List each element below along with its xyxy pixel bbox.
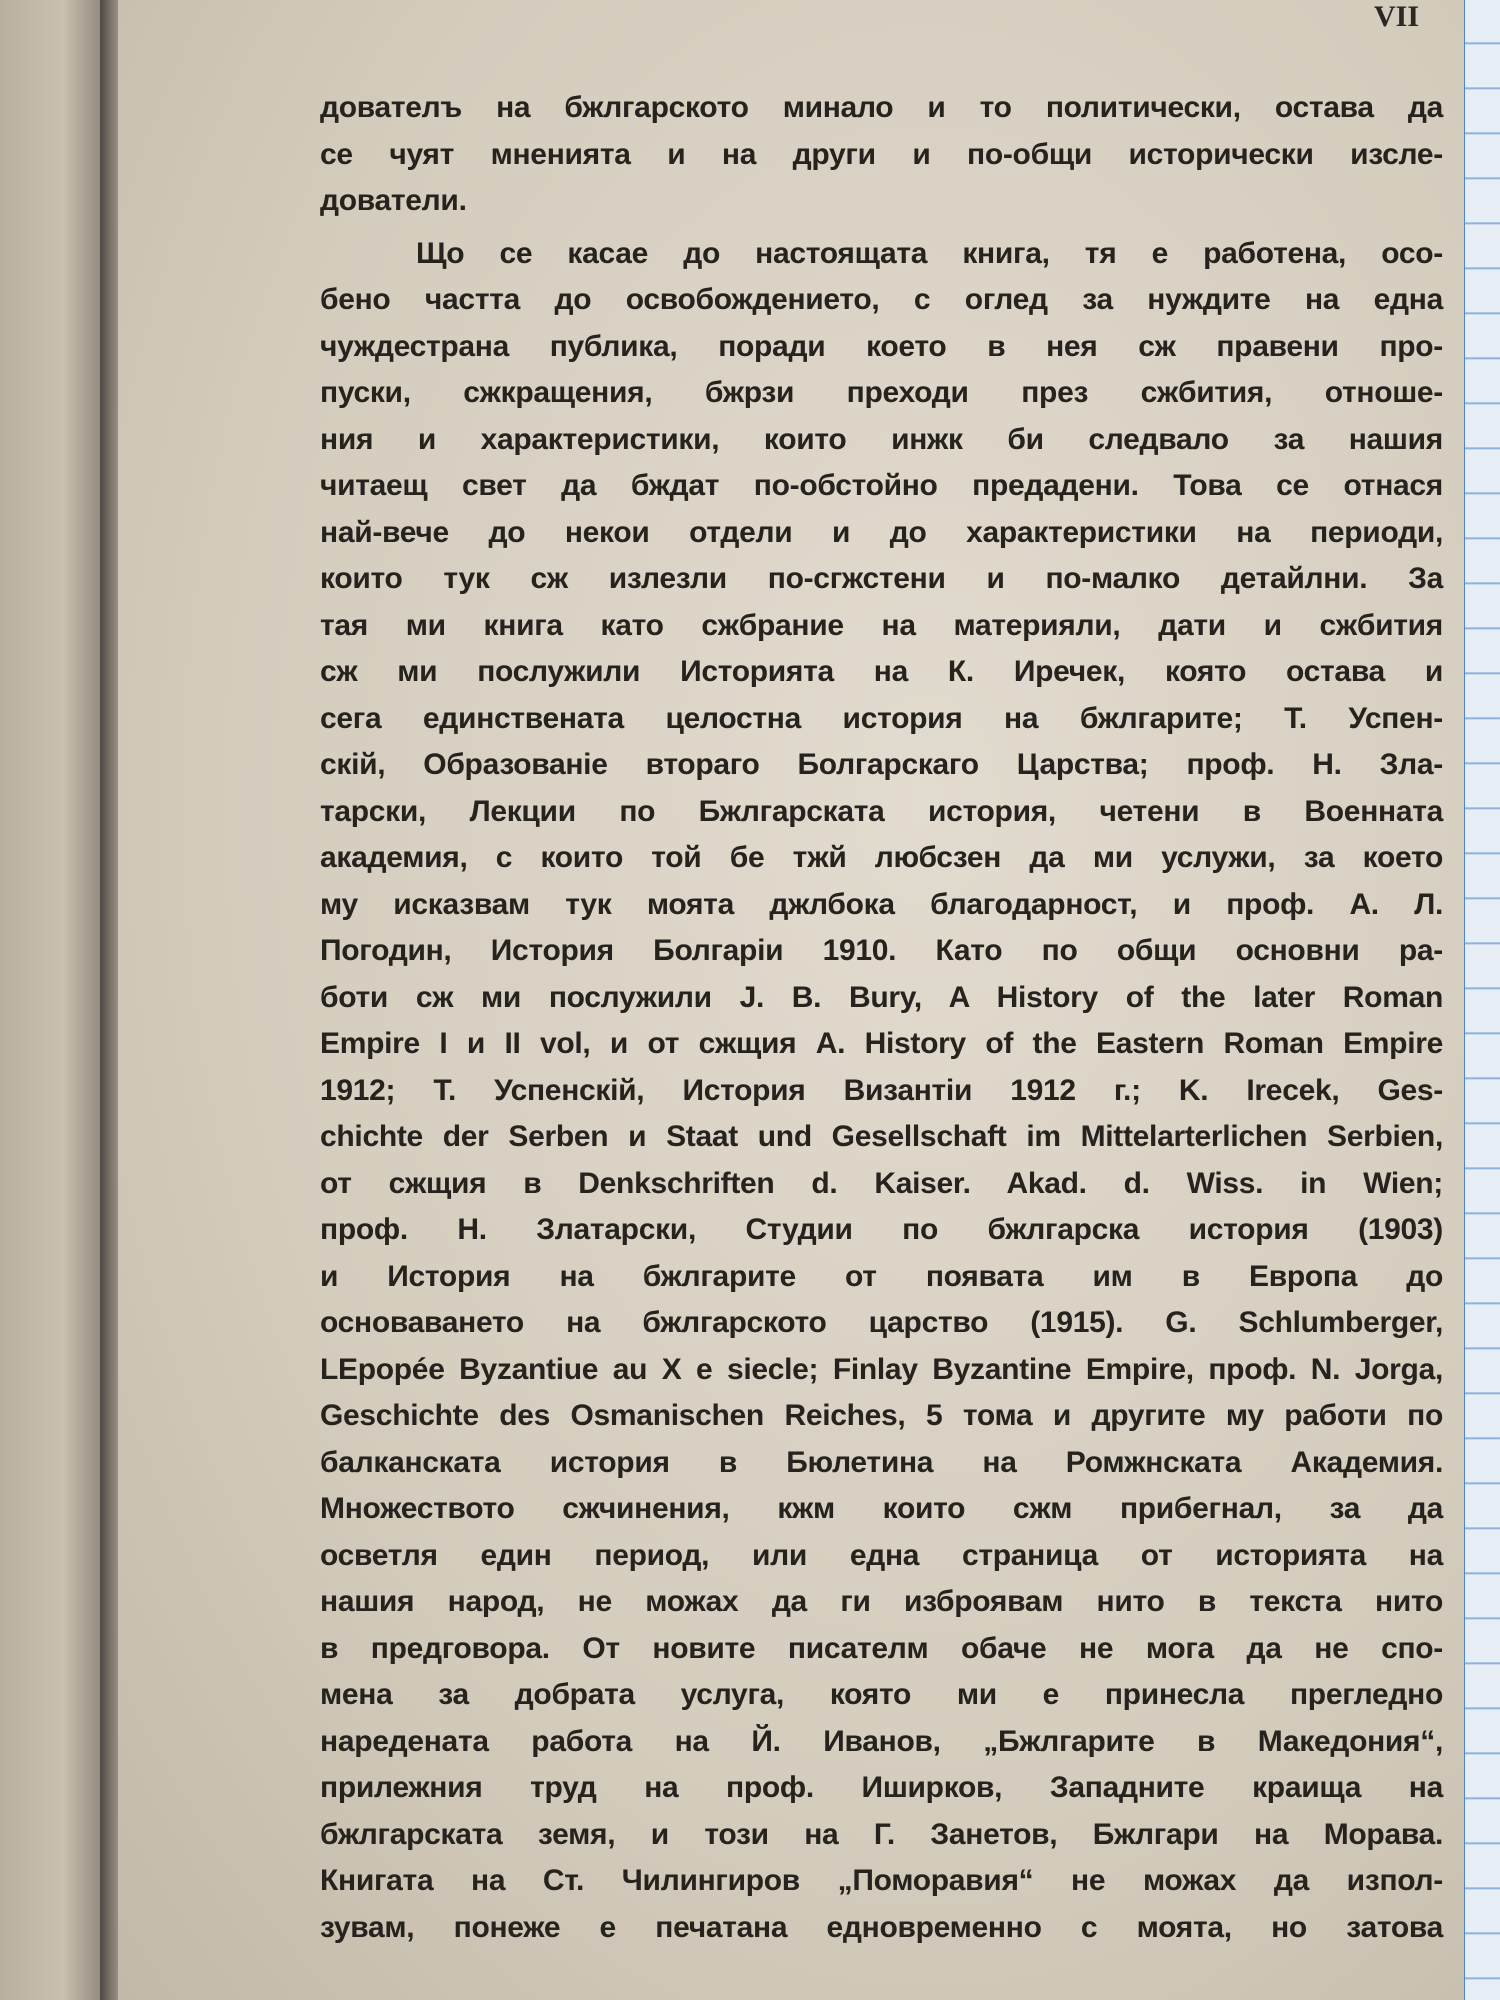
text-line: сж ми послужили Историята на К. Иречек, която остава и xyxy=(320,655,1443,688)
text-line: Книгата на Ст. Чилингиров „Поморавия“ не можах да изпол- xyxy=(320,1864,1443,1897)
text-line: Geschichte des Osmanischen Reiches, 5 тома и другите му работи по xyxy=(320,1399,1443,1432)
text-line: бжлгарската земя, и този на Г. Занетов, Бжлгари на Морава. xyxy=(320,1817,1443,1851)
text-line: зувам, понеже е печатана едновременно с моята, но затова xyxy=(320,1910,1443,1944)
text-line: боти сж ми послужили J. B. Bury, A History of the later Roman xyxy=(320,980,1443,1014)
text-line: дователи. xyxy=(320,184,467,217)
text-line: проф. Н. Златарски, Студии по бжлгарска история (1903) xyxy=(320,1213,1443,1246)
text-line: наредената работа на Й. Иванов, „Бжлгарите в Македония“, xyxy=(320,1724,1443,1758)
text-line: сега единствената целостна история на бжлгарите; Т. Успен- xyxy=(320,701,1443,735)
text-line: LEpopée Byzantiue au X e siecle; Finlay Byzantine Empire, проф. N. Jorga, xyxy=(320,1352,1443,1386)
text-line: му исказвам тук моята джлбока благодарност, и проф. А. Л. xyxy=(320,887,1443,921)
text-line: Погодин, История Болгарiи 1910. Като по общи основни ра- xyxy=(320,934,1443,967)
text-line: най-вече до некои отдели и до характеристики на периоди, xyxy=(320,515,1443,549)
text-line: скiй, Образованiе втораго Болгарскаго Царства; проф. Н. Зла- xyxy=(320,748,1443,781)
text-line: от сжщия в Denkschriften d. Kaiser. Akad. d. Wiss. in Wien; xyxy=(320,1166,1443,1200)
text-line: и История на бжлгарите от появата им в Европа до xyxy=(320,1259,1443,1293)
text-line: дователъ на бжлгарското минало и то политически, остава да xyxy=(320,91,1443,124)
text-line: Empire I и II vol, и от сжщия A. History of the Eastern Roman Empire xyxy=(320,1027,1443,1060)
text-line: чуждестрана публика, поради което в нея сж правени про- xyxy=(320,329,1443,363)
book-page xyxy=(118,0,1464,2000)
text-line: прилежния труд на проф. Иширков, Западните краища на xyxy=(320,1771,1443,1804)
facing-page-edge xyxy=(0,0,115,2000)
text-line: Що се касае до настоящата книга, тя е работена, осо- xyxy=(416,236,1443,270)
text-line: основаването на бжлгарското царство (1915). G. Schlumberger, xyxy=(320,1306,1443,1339)
text-line: осветля един период, или една страница от историята на xyxy=(320,1538,1443,1572)
text-line: академия, с които той бе тжй любсзен да ми услужи, за което xyxy=(320,841,1443,874)
text-line: тая ми книга като сжбрание на материяли, дати и сжбития xyxy=(320,608,1443,642)
text-line: мена за добрата услуга, която ми е принесла прегледно xyxy=(320,1678,1443,1711)
text-line: тарски, Лекции по Бжлгарската история, четени в Военната xyxy=(320,794,1443,828)
text-line: нашия народ, не можах да ги изброявам нито в текста нито xyxy=(320,1585,1443,1618)
text-line: в предговора. От новите писателм обаче не мога да не спо- xyxy=(320,1631,1443,1665)
text-line: 1912; Т. Успенскiй, История Византiи 1912 г.; K. Irecek, Ges- xyxy=(320,1073,1443,1107)
text-line: пуски, сжкращения, бжрзи преходи през сжбития, отноше- xyxy=(320,376,1443,409)
text-line: балканската история в Бюлетина на Ромжнската Академия. xyxy=(320,1445,1443,1479)
text-line: се чуят мненията и на други и по-общи исторически изсле- xyxy=(320,137,1443,171)
text-line: ния и характеристики, които инжк би следвало за нашия xyxy=(320,422,1443,456)
text-line: Множеството сжчинения, кжм които сжм прибегнал, за да xyxy=(320,1492,1443,1525)
page-number: VII xyxy=(1373,0,1419,33)
background-lined-paper xyxy=(1462,0,1500,2000)
text-line: читаещ свет да бждат по-обстойно предадени. Това се отнася xyxy=(320,469,1443,502)
text-line: които тук сж излезли по-сгжстени и по-малко детайлни. За xyxy=(320,562,1443,595)
text-line: chichte der Serben и Staat und Gesellschaft im Mittelarterlichen Serbien, xyxy=(320,1120,1443,1153)
page-body-text xyxy=(320,88,1443,1954)
text-line: бено частта до освобождението, с оглед за нуждите на една xyxy=(320,283,1443,316)
